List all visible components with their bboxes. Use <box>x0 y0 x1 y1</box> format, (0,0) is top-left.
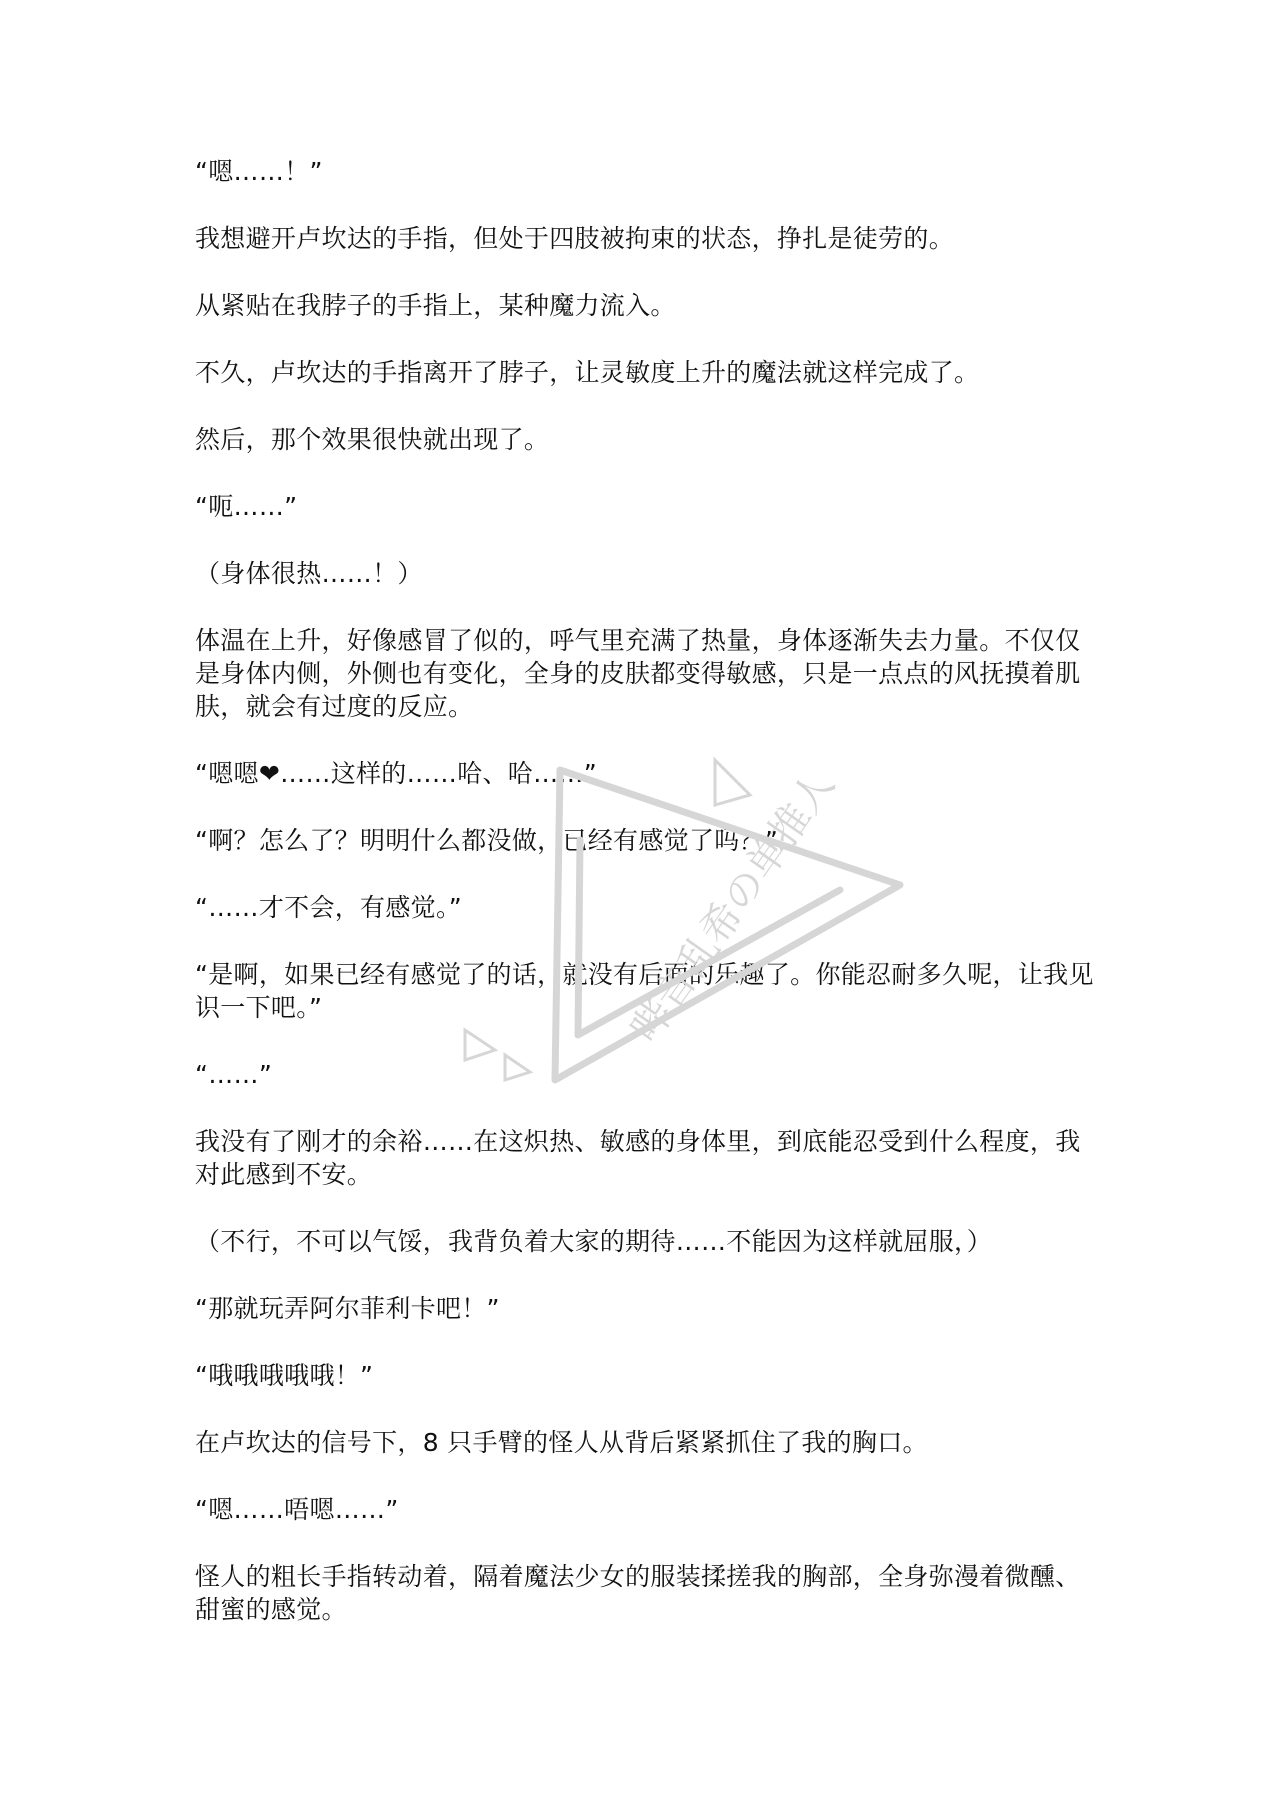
document-body <box>195 155 1100 1660</box>
paragraph: 然后，那个效果很快就出现了。 <box>195 425 550 454</box>
paragraph: “嗯嗯❤……这样的……哈、哈……” <box>195 759 597 788</box>
paragraph: “啊？怎么了？明明什么都没做，已经有感觉了吗？” <box>195 826 779 855</box>
paragraph: （身体很热……！） <box>195 559 423 588</box>
paragraph: “嗯……唔嗯……” <box>195 1495 399 1524</box>
paragraph: 体温在上升，好像感冒了似的，呼气里充满了热量，身体逐渐失去力量。不仅仅是身体内侧，外侧也有变化，全身的皮肤都变得敏感，只是一点点的风抚摸着肌肤，就会有过度的反应。 <box>195 626 1081 721</box>
paragraph: 我想避开卢坎达的手指，但处于四肢被拘束的状态，挣扎是徒劳的。 <box>195 224 955 253</box>
paragraph: “哦哦哦哦哦！” <box>195 1361 374 1390</box>
paragraph: 从紧贴在我脖子的手指上，某种魔力流入。 <box>195 291 676 320</box>
paragraph: 怪人的粗长手指转动着，隔着魔法少女的服装揉搓我的胸部，全身弥漫着微醺、甜蜜的感觉。 <box>195 1562 1081 1624</box>
paragraph: “……才不会，有感觉。” <box>195 893 463 922</box>
paragraph: 不久，卢坎达的手指离开了脖子，让灵敏度上升的魔法就这样完成了。 <box>195 358 980 387</box>
watermark-text: 哔音乱希の单推人 <box>622 762 844 1052</box>
paragraph: “呃……” <box>195 492 298 521</box>
paragraph: “是啊，如果已经有感觉了的话，就没有后面的乐趣了。你能忍耐多久呢，让我见识一下吧。” <box>195 960 1094 1022</box>
paragraph: “那就玩弄阿尔菲利卡吧！” <box>195 1294 500 1323</box>
paragraph: “……” <box>195 1060 273 1089</box>
paragraph: 我没有了刚才的余裕……在这炽热、敏感的身体里，到底能忍受到什么程度，我对此感到不安。 <box>195 1127 1081 1189</box>
paragraph: 在卢坎达的信号下，8 只手臂的怪人从背后紧紧抓住了我的胸口。 <box>195 1428 928 1457</box>
paragraph: （不行，不可以气馁，我背负着大家的期待……不能因为这样就屈服，） <box>195 1227 993 1256</box>
paragraph: “嗯……！” <box>195 157 323 186</box>
